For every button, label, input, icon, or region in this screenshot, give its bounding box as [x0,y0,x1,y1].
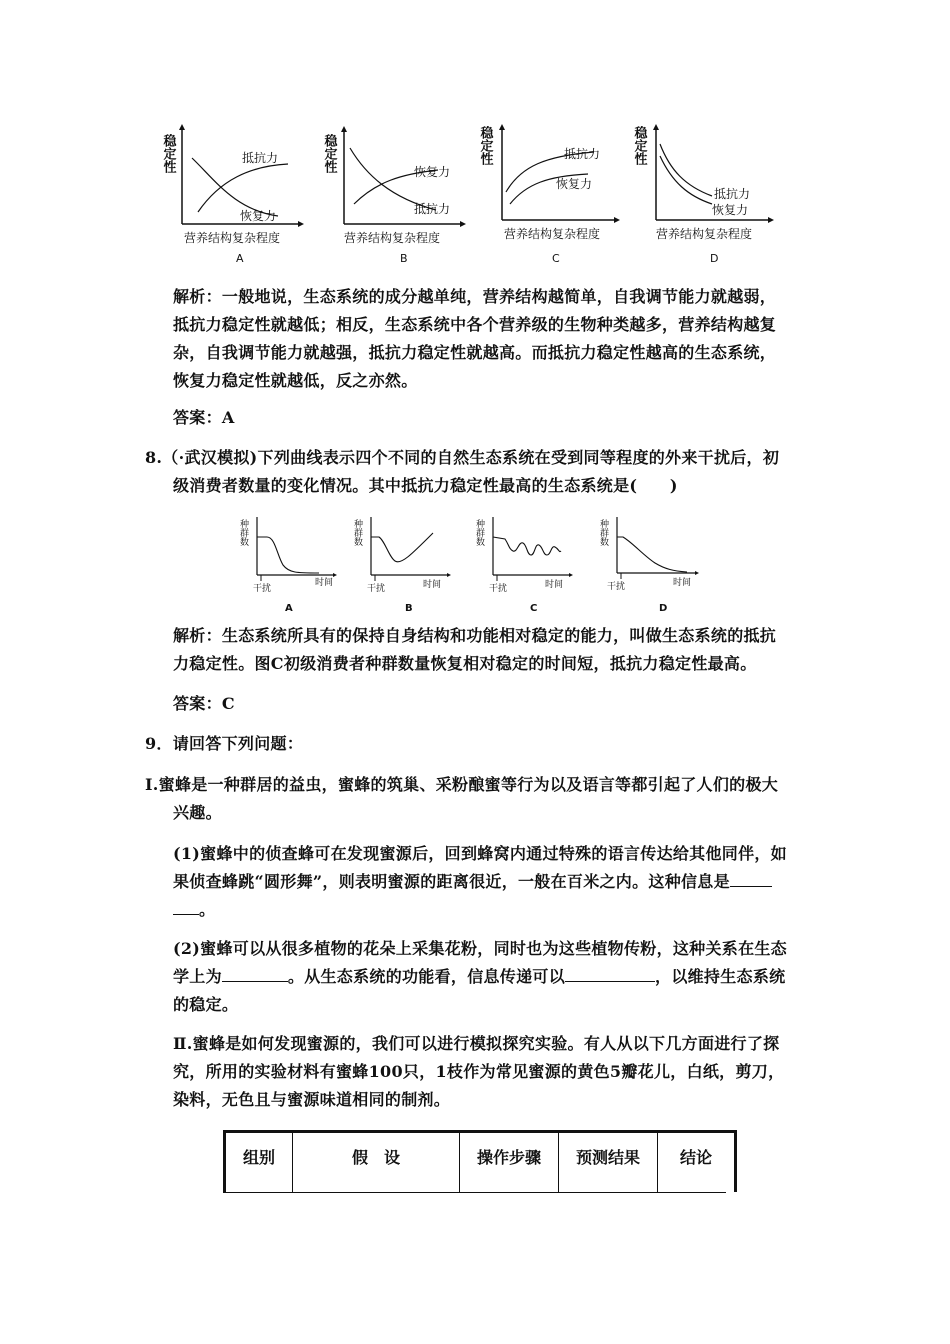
stability-graph-b-curve1: 恢复力 [414,165,451,179]
population-graph-c-xlabel: 时间 [545,580,564,590]
q8-analysis-line: 解析：生态系统所具有的保持自身结构和功能相对稳定的能力，叫做生态系统的抵抗 [173,626,777,645]
q9-sub2-line2 [173,963,853,991]
stability-graph-a-letter: A [236,252,244,265]
answer-blank-3[interactable] [565,963,655,982]
q9-sub2-text-c: ，以维持生态系统 [655,967,786,986]
stability-graph-b-curve2: 抵抗力 [414,202,451,216]
q7-analysis-line: 杂，自我调节能力就越强，抵抗力稳定性就越高。而抵抗力稳定性越高的生态系统， [173,343,777,362]
q9-sub1-text: 果侦查蜂跳“圆形舞”，则表明蜜源的距离很近，一般在百米之内。这种信息是 [173,872,730,891]
population-graph-d [598,517,699,614]
q7-analysis-line: 解析：一般地说，生态系统的成分越单纯，营养结构越简单，自我调节能力就越弱， [173,287,777,306]
q9-sub2-line1: (2)蜜蜂可以从很多植物的花朵上采集花粉，同时也为这些植物传粉，这种关系在生态 [173,939,787,958]
q8-answer: 答案：C [173,694,235,713]
stability-graph-c [478,124,621,265]
population-graph-c-ylabel: 种群数 [474,519,484,546]
population-graph-a-ylabel: 种群数 [238,519,248,546]
q9-sub1-line3 [173,896,215,924]
population-graph-a [238,517,337,614]
q9-sub2-text-a: 学上为 [173,967,222,986]
stability-graph-a-curve2: 恢复力 [240,209,277,223]
population-graph-b-xlabel: 时间 [423,580,442,590]
population-graph-a-xlabel: 时间 [315,578,334,588]
q8-stem-line1: 8.（·武汉模拟)下列曲线表示四个不同的自然生态系统在受到同等程度的外来干扰后，初 [145,448,780,467]
population-graphs-figure [235,515,725,620]
population-graph-d-xlabel: 时间 [673,578,692,588]
stability-graphs-figure [160,120,800,270]
table-header-hypothesis: 假 设 [293,1132,460,1193]
stability-graph-d [632,124,775,265]
stability-graph-d-letter: D [710,252,719,265]
q7-answer: 答案：A [173,408,235,427]
stability-graph-b [322,126,467,265]
q9-sub2-text-b: 。从生态系统的功能看，信息传递可以 [287,967,566,986]
answer-blank-2[interactable] [222,963,288,982]
q7-analysis [173,283,853,395]
stability-graph-a-ylabel: 稳定性 [160,134,176,173]
q9-part2-line1: Ⅱ.蜜蜂是如何发现蜜源的，我们可以进行模拟探究实验。有人从以下几方面进行了探 [173,1034,780,1053]
population-graph-b-ylabel: 种群数 [352,519,362,546]
q9-part1-line2: 兴趣。 [173,803,222,822]
stability-graph-c-curve2: 恢复力 [556,177,593,191]
population-graph-b-letter: B [405,603,413,614]
stability-graph-a [161,124,305,265]
q8-stem-line2: 级消费者数量的变化情况。其中抵抗力稳定性最高的生态系统是( ) [173,476,678,495]
table-header-conclusion: 结论 [658,1132,736,1193]
stability-graph-a-curve1: 抵抗力 [242,151,279,165]
population-graph-d-ylabel: 种群数 [598,519,608,546]
q9-part1-line1: Ⅰ.蜜蜂是一种群居的益虫，蜜蜂的筑巢、采粉酿蜜等行为以及语言等都引起了人们的极大 [145,775,779,794]
stability-graph-b-xlabel: 营养结构复杂程度 [344,231,441,245]
experiment-table [223,1130,737,1193]
population-graph-c [474,517,573,614]
q9-part2-line2: 究，所用的实验材料有蜜蜂100只，1枝作为常见蜜源的黄色5瓣花儿，白纸，剪刀， [173,1062,785,1081]
table-header-prediction: 预测结果 [559,1132,658,1193]
stability-graph-c-curve1: 抵抗力 [564,147,601,161]
stability-graph-d-xlabel: 营养结构复杂程度 [656,227,753,241]
q9-sub1-end: 。 [199,900,216,919]
answer-blank-1[interactable] [730,868,772,887]
q7-analysis-line: 抵抗力稳定性就越低；相反，生态系统中各个营养级的生物种类越多，营养结构越复 [173,315,777,334]
population-graph-a-disturb: 干扰 [253,584,272,594]
q8-analysis-line: 力稳定性。图C初级消费者种群数量恢复相对稳定的时间短，抵抗力稳定性最高。 [173,654,757,673]
table-header-group: 组别 [225,1132,293,1193]
q9-sub2-line3: 的稳定。 [173,995,239,1014]
stability-graph-a-xlabel: 营养结构复杂程度 [184,231,281,245]
population-graph-a-letter: A [285,603,293,614]
stability-graph-c-letter: C [552,252,560,265]
table-header-row [225,1132,736,1193]
stability-graph-c-ylabel: 稳定性 [477,126,493,165]
q9-sub1-line2 [173,868,853,896]
answer-blank-1-cont[interactable] [173,896,199,915]
stability-graph-d-curve1: 抵抗力 [714,187,751,201]
stability-graph-b-letter: B [400,252,408,265]
q8-analysis [173,622,853,678]
population-graph-c-disturb: 干扰 [489,584,508,594]
table-rule [223,1192,726,1193]
stability-graph-b-ylabel: 稳定性 [321,134,337,173]
stability-graph-d-curve2: 恢复力 [712,203,749,217]
stability-graph-d-ylabel: 稳定性 [631,126,647,165]
population-graph-c-letter: C [530,603,538,614]
stability-graph-c-xlabel: 营养结构复杂程度 [504,227,601,241]
population-graph-b [352,517,451,614]
q9-part2-line3: 染料，无色且与蜜源味道相同的制剂。 [173,1090,451,1109]
q7-analysis-line: 恢复力稳定性就越低，反之亦然。 [173,371,418,390]
population-graph-d-letter: D [659,603,668,614]
q9-title: 9．请回答下列问题： [145,734,304,753]
table-header-steps: 操作步骤 [460,1132,559,1193]
population-graph-b-disturb: 干扰 [367,584,386,594]
population-graph-d-disturb: 干扰 [607,582,626,592]
q9-sub1-line1: (1)蜜蜂中的侦查蜂可在发现蜜源后，回到蜂窝内通过特殊的语言传达给其他同伴，如 [173,844,787,863]
